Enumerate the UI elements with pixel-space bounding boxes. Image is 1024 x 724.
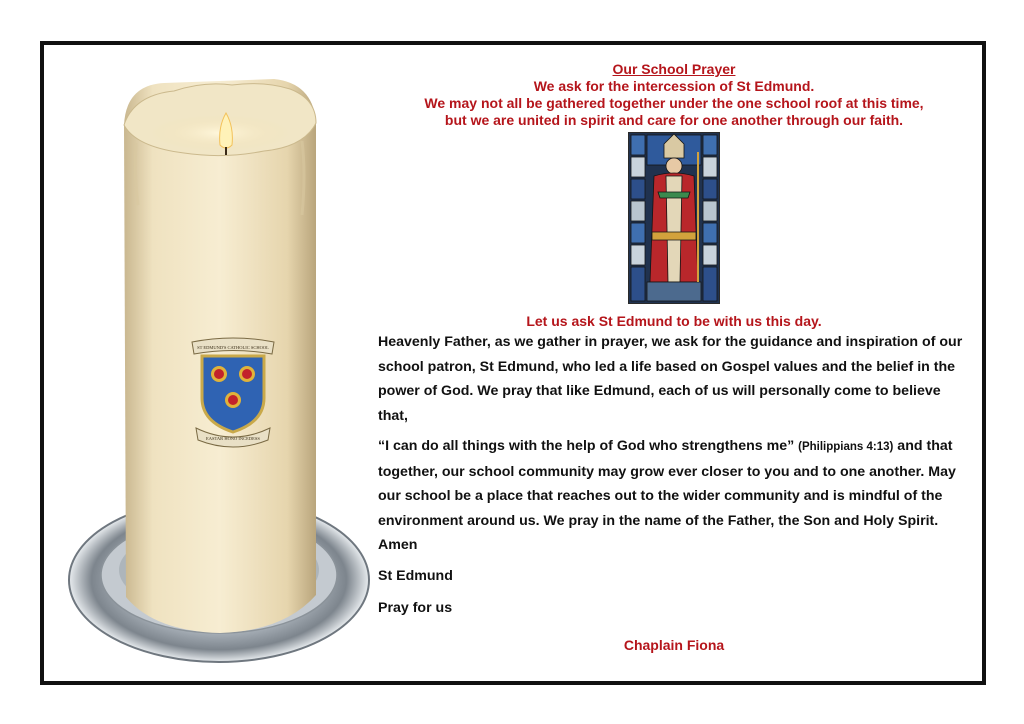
scripture-reference: (Philippians 4:13)	[798, 441, 894, 453]
candle-image	[54, 55, 394, 675]
prayer-paragraph-2-rest: and that together, our school community may grow ever closer to you and to one another. May our school be a place that reaches out to the wider community and is mindful of the environment around us. We pray in the name of the Father, the Son and Holy Spirit. Amen	[378, 438, 956, 553]
intro-line-2: We may not all be gathered together under the one school roof at this time,	[424, 95, 924, 111]
scripture-quote: “I can do all things with the help of God who strengthens me”	[378, 438, 795, 454]
poster-frame	[40, 41, 986, 685]
prayer-paragraph-1: Heavenly Father, as we gather in prayer, we ask for the guidance and inspiration of our school patron, St Edmund, who led a life based on Gospel values and the belief in the power of God. We pray that like Edmund, each of us will personally come to believe that,	[378, 334, 963, 424]
stained-glass-window-image	[628, 132, 720, 304]
crest-motto-text: EASTAR HONO INCEDESS	[206, 436, 260, 441]
intro-line-3: but we are united in spirit and care for one another through our faith.	[444, 112, 904, 128]
prayer-text	[378, 61, 970, 654]
crest-banner-text: ST EDMUND'S CATHOLIC SCHOOL	[197, 345, 269, 350]
prayer-paragraph-2	[378, 434, 970, 558]
ask-line: Let us ask St Edmund to be with us this day.	[526, 313, 822, 329]
closing-st-edmund: St Edmund	[378, 567, 453, 584]
intro-line-1: We ask for the intercession of St Edmund.	[533, 78, 815, 94]
prayer-title: Our School Prayer	[612, 61, 736, 77]
closing-pray-for-us: Pray for us	[378, 599, 453, 616]
school-crest	[188, 336, 278, 448]
signature: Chaplain Fiona	[623, 636, 725, 653]
